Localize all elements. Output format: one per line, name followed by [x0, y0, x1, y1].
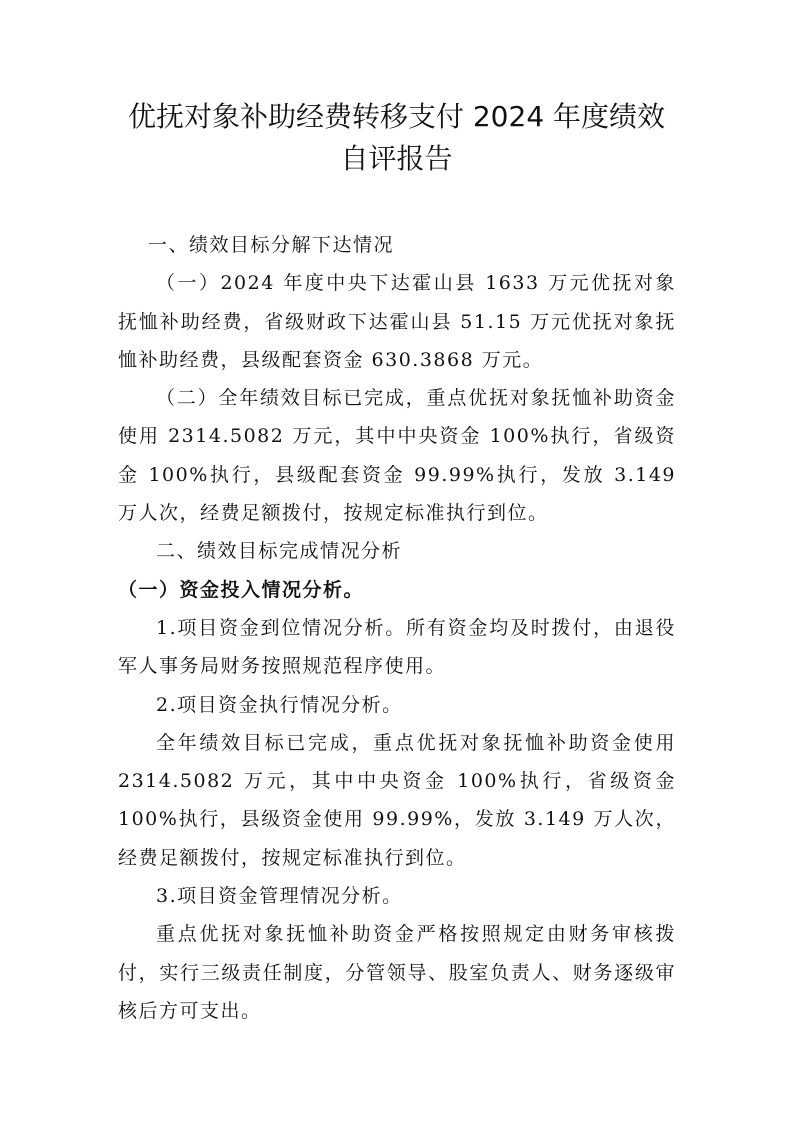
- section-1-paragraph-2: （二）全年绩效目标已完成，重点优抚对象抚恤补助资金使用 2314.5082 万元，其中中央资金 100%执行，省级资金 100%执行，县级配套资金 99.99%执行，发放 3.149 万人次，经费足额拨付，按规定标准执行到位。: [118, 387, 676, 525]
- item-3-heading: 3.项目资金管理情况分析。: [156, 885, 403, 908]
- item-3-paragraph: 重点优抚对象抚恤补助资金严格按照规定由财务审核拨付，实行三级责任制度，分管领导、股室负责人、财务逐级审核后方可支出。: [118, 923, 676, 1022]
- item-2-heading: 2.项目资金执行情况分析。: [156, 693, 403, 716]
- section-2-subheading-1: （一）资金投入情况分析。: [118, 578, 365, 601]
- title-line-2: 自评报告: [340, 142, 453, 175]
- item-2-paragraph: 全年绩效目标已完成，重点优抚对象抚恤补助资金使用 2314.5082 万元，其中中央资金 100%执行，省级资金 100%执行，县级资金使用 99.99%，发放 3.149 万人次，经费足额拨付，按规定标准执行到位。: [118, 731, 676, 869]
- section-1-paragraph-1: （一）2024 年度中央下达霍山县 1633 万元优抚对象抚恤补助经费，省级财政下达霍山县 51.15 万元优抚对象抚恤补助经费，县级配套资金 630.3868 万元。: [118, 272, 676, 371]
- item-1-paragraph: 1.项目资金到位情况分析。所有资金均及时拨付，由退役军人事务局财务按照规范程序使用。: [118, 616, 676, 678]
- document-title: [100, 96, 693, 180]
- title-line-1: 优抚对象补助经费转移支付 2024 年度绩效: [127, 100, 666, 133]
- document-body: [118, 226, 676, 1030]
- section-2-heading: 二、绩效目标完成情况分析: [156, 540, 403, 563]
- section-1-heading: 一、绩效目标分解下达情况: [148, 234, 395, 256]
